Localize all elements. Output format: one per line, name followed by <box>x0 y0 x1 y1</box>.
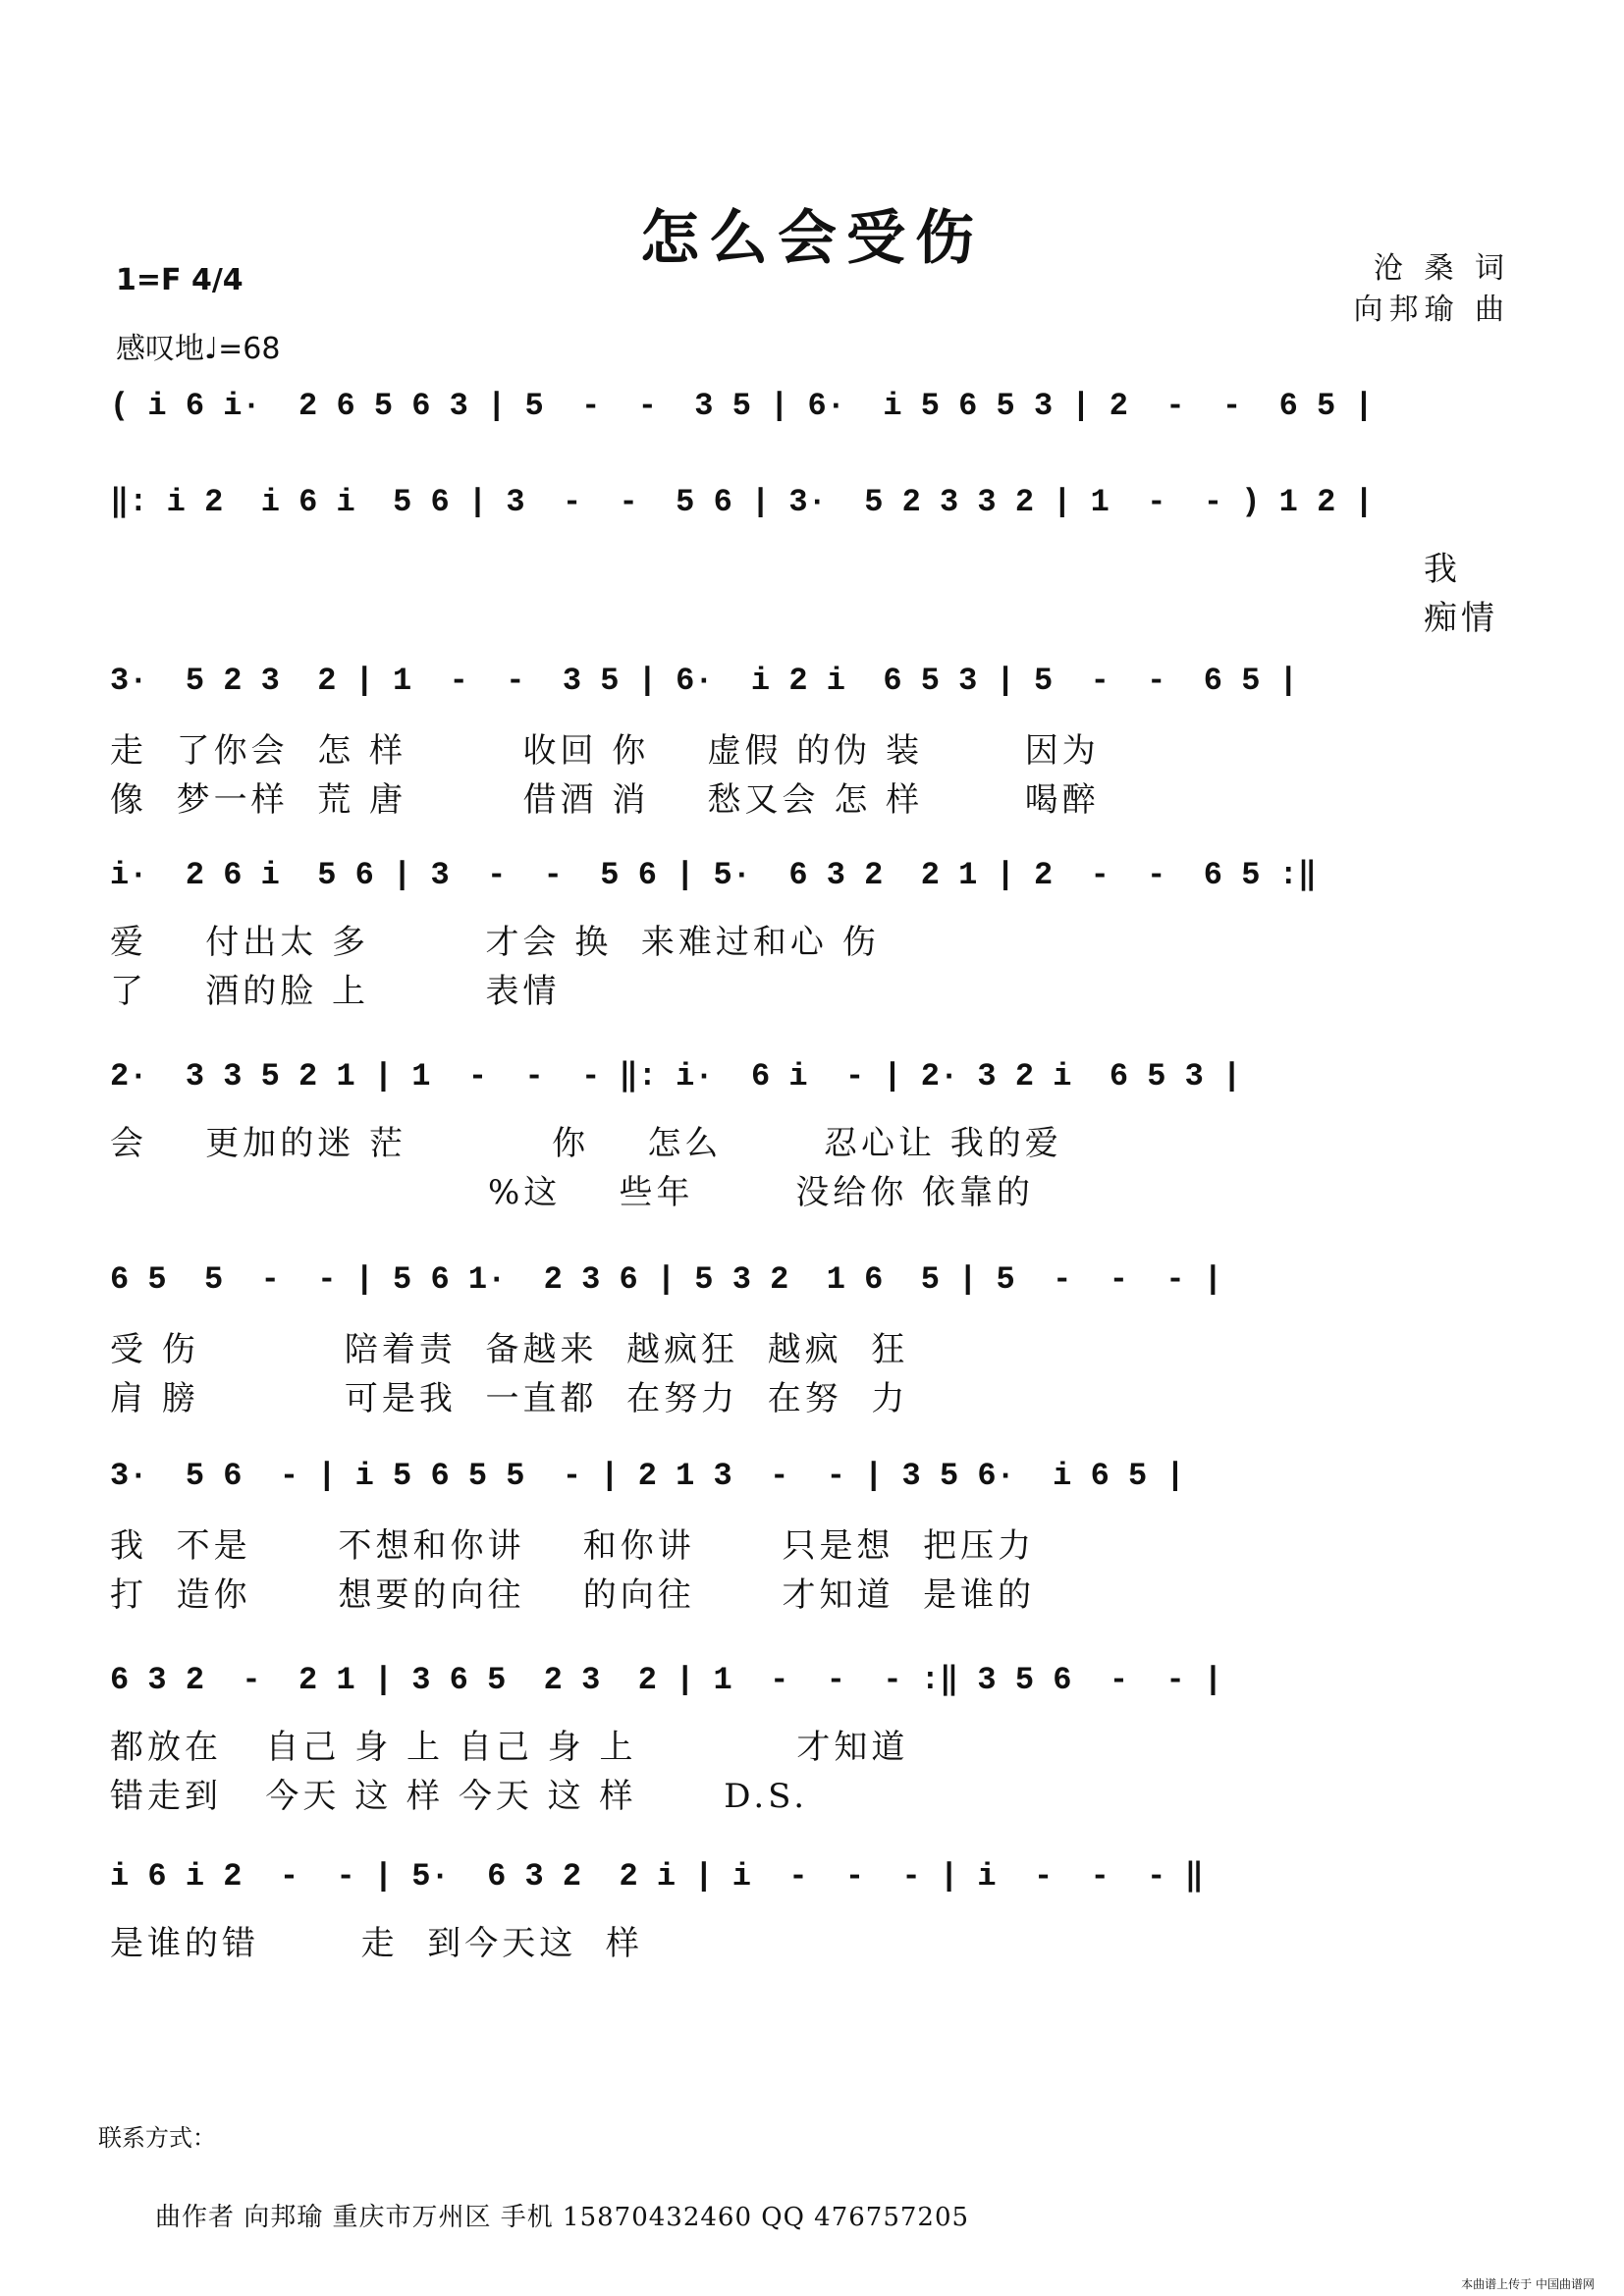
lyric-line: 会 更加的迷 茫 你 怎么 忍心让 我的爱 <box>110 1124 1062 1163</box>
lyric-line: 是谁的错 走 到今天这 样 <box>110 1924 643 1963</box>
notation-row: ( i 6 i· 2 6 5 6 3 | 5 - - 3 5 | 6· i 5 6 5 3 | 2 - - 6 5 | <box>110 388 1374 424</box>
lyric-line: 我 不是 不想和你讲 和你讲 只是想 把压力 <box>110 1526 1036 1566</box>
composer-credit: 向邦瑜 曲 <box>1353 293 1510 327</box>
notation-row: 3· 5 2 3 2 | 1 - - 3 5 | 6· i 2 i 6 5 3 | 5 - - 6 5 | <box>110 663 1298 699</box>
notation-row: ‖: i 2 i 6 i 5 6 | 3 - - 5 6 | 3· 5 2 3 3 2 | 1 - - ) 1 2 | <box>110 484 1374 520</box>
lyric-line: 爱 付出太 多 才会 换 来难过和心 伤 <box>110 923 880 962</box>
notation-row: i· 2 6 i 5 6 | 3 - - 5 6 | 5· 6 3 2 2 1 | 2 - - 6 5 :‖ <box>110 857 1318 893</box>
lyric-line: 都放在 自己 身 上 自己 身 上 才知道 <box>110 1728 909 1767</box>
notation-row: 6 3 2 - 2 1 | 3 6 5 2 3 2 | 1 - - - :‖ 3 5 6 - - | <box>110 1662 1223 1698</box>
lyric-line: 错走到 今天 这 样 今天 这 样 D.S. <box>110 1777 809 1816</box>
footer-watermark: 本曲谱上传于 中国曲谱网 <box>1461 2277 1595 2291</box>
song-title: 怎么会受伤 <box>640 204 984 273</box>
notation-row: 2· 3 3 5 2 1 | 1 - - - ‖: i· 6 i - | 2· 3 2 i 6 5 3 | <box>110 1058 1242 1095</box>
notation-row: 3· 5 6 - | i 5 6 5 5 - | 2 1 3 - - | 3 5 6· i 6 5 | <box>110 1458 1185 1494</box>
notation-row: i 6 i 2 - - | 5· 6 3 2 2 i | i - - - | i - - - ‖ <box>110 1858 1204 1895</box>
contact-info: 曲作者 向邦瑜 重庆市万州区 手机 15870432460 QQ 476757205 <box>155 2203 970 2232</box>
lyric-line: 我 <box>1424 550 1461 589</box>
lyric-line: 肩 膀 可是我 一直都 在努力 在努 力 <box>110 1379 909 1418</box>
lyric-line: 打 造你 想要的向往 的向往 才知道 是谁的 <box>110 1575 1036 1615</box>
lyric-line: 像 梦一样 荒 唐 借酒 消 愁又会 怎 样 喝醉 <box>110 780 1100 820</box>
tempo-marking: 感叹地♩=68 <box>116 332 281 366</box>
key-signature: 1=F 4/4 <box>116 263 244 297</box>
lyric-line: %这 些年 没给你 依靠的 <box>110 1173 1034 1212</box>
lyric-line: 走 了你会 怎 样 收回 你 虚假 的伪 装 因为 <box>110 731 1100 771</box>
lyric-line: 痴情 <box>1424 599 1498 638</box>
lyric-line: 了 酒的脸 上 表情 <box>110 972 561 1011</box>
contact-label: 联系方式： <box>98 2124 216 2152</box>
notation-row: 6 5 5 - - | 5 6 1· 2 3 6 | 5 3 2 1 6 5 | 5 - - - | <box>110 1261 1222 1298</box>
lyricist-credit: 沧 桑 词 <box>1373 251 1510 286</box>
lyric-line: 受 伤 陪着责 备越来 越疯狂 越疯 狂 <box>110 1330 909 1369</box>
